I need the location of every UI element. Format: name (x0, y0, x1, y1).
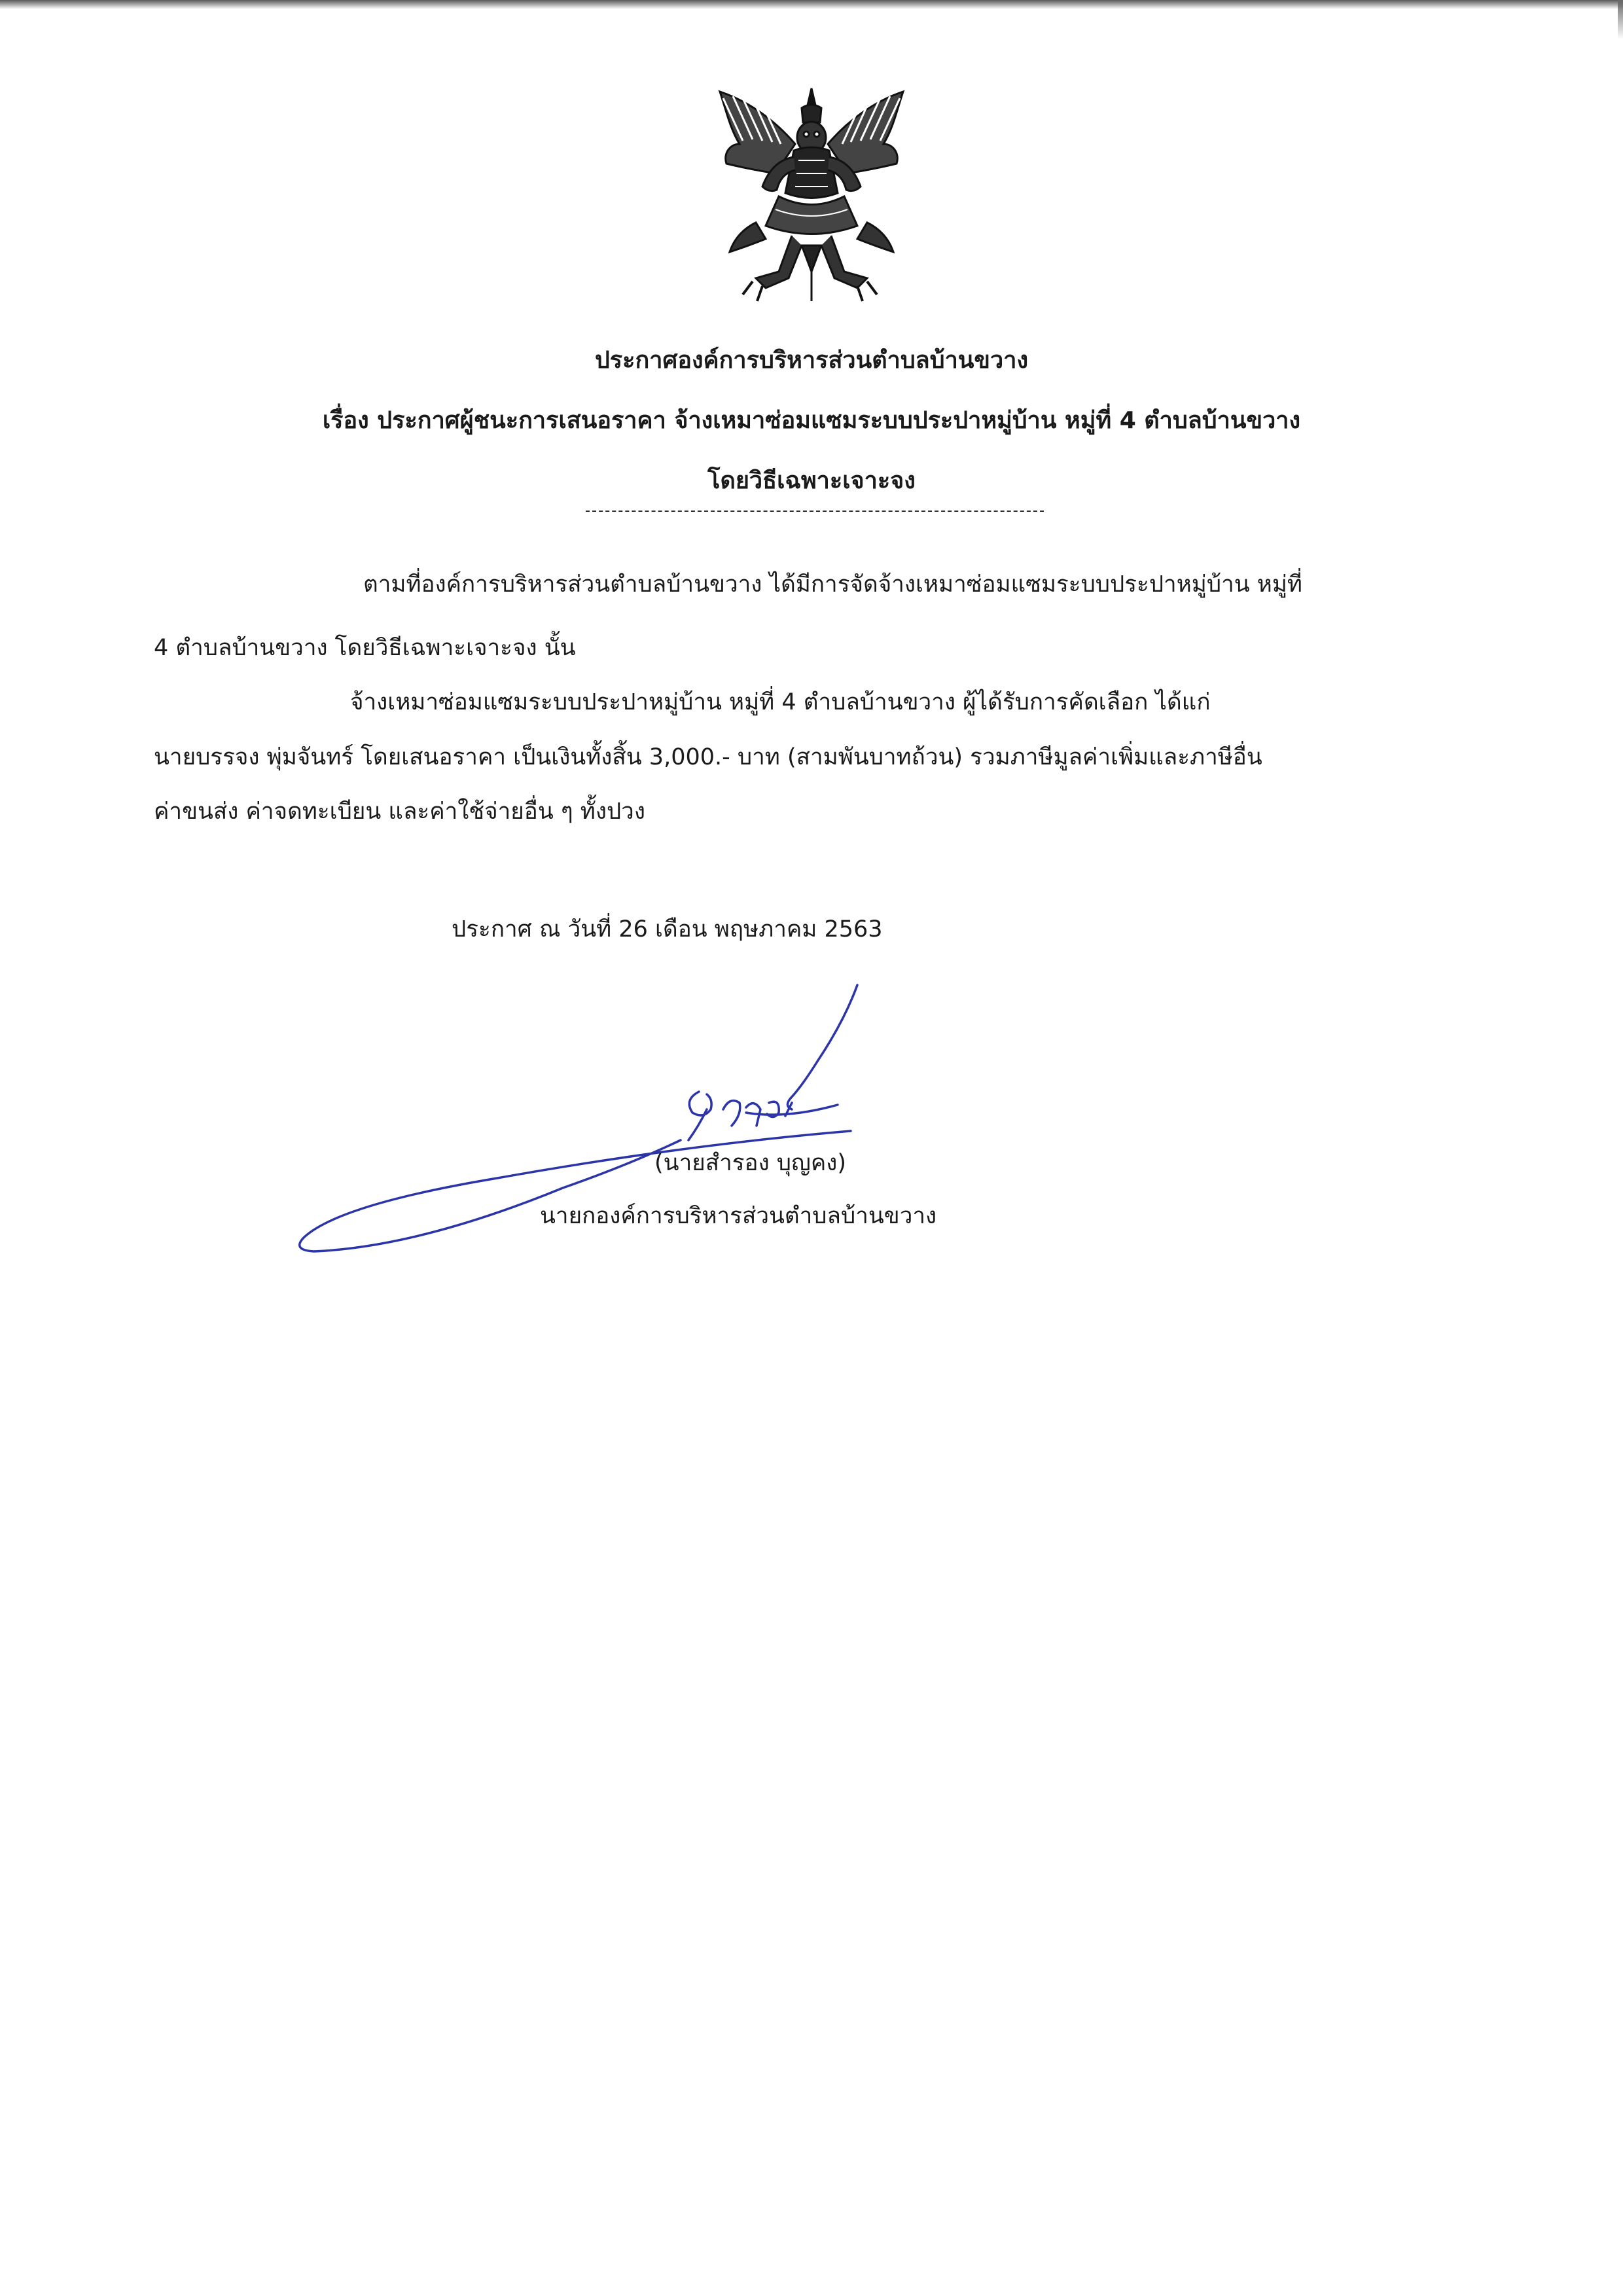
paragraph-1-line-2: 4 ตำบลบ้านขวาง โดยวิธีเฉพาะเจาะจง นั้น (154, 635, 576, 661)
garuda-emblem-icon (704, 82, 919, 311)
scan-edge-shadow (0, 0, 1623, 9)
scan-edge-shadow-right (1618, 0, 1623, 39)
announcement-date: ประกาศ ณ วันที่ 26 เดือน พฤษภาคม 2563 (452, 916, 883, 942)
signatory-position: นายกองค์การบริหารส่วนตำบลบ้านขวาง (540, 1203, 937, 1229)
paragraph-2-line-3: ค่าขนส่ง ค่าจดทะเบียน และค่าใช้จ่ายอื่น ๆ ทั้งปวง (154, 798, 645, 825)
paragraph-1-line-1: ตามที่องค์การบริหารส่วนตำบลบ้านขวาง ได้มีการจัดจ้างเหมาซ่อมแซมระบบประปาหมู่บ้าน หมู่ที่ (363, 571, 1302, 598)
title-separator (586, 511, 1044, 512)
paragraph-2-line-1: จ้างเหมาซ่อมแซมระบบประปาหมู่บ้าน หมู่ที่ 4 ตำบลบ้านขวาง ผู้ได้รับการคัดเลือก ได้แก่ (350, 689, 1211, 715)
signatory-name: (นายสำรอง บุญคง) (654, 1150, 846, 1176)
title-method: โดยวิธีเฉพาะเจาะจง (707, 467, 916, 494)
title-organization: ประกาศองค์การบริหารส่วนตำบลบ้านขวาง (594, 347, 1029, 374)
paragraph-2-line-2: นายบรรจง พุ่มจันทร์ โดยเสนอราคา เป็นเงินทั้งสิ้น 3,000.- บาท (สามพันบาทถ้วน) รวมภาษีมูลค่าเพิ่มและภาษีอื่น (154, 744, 1262, 770)
announcement-title (0, 331, 1623, 511)
title-subject: เรื่อง ประกาศผู้ชนะการเสนอราคา จ้างเหมาซ่อมแซมระบบประปาหมู่บ้าน หมู่ที่ 4 ตำบลบ้านขวาง (322, 407, 1301, 434)
